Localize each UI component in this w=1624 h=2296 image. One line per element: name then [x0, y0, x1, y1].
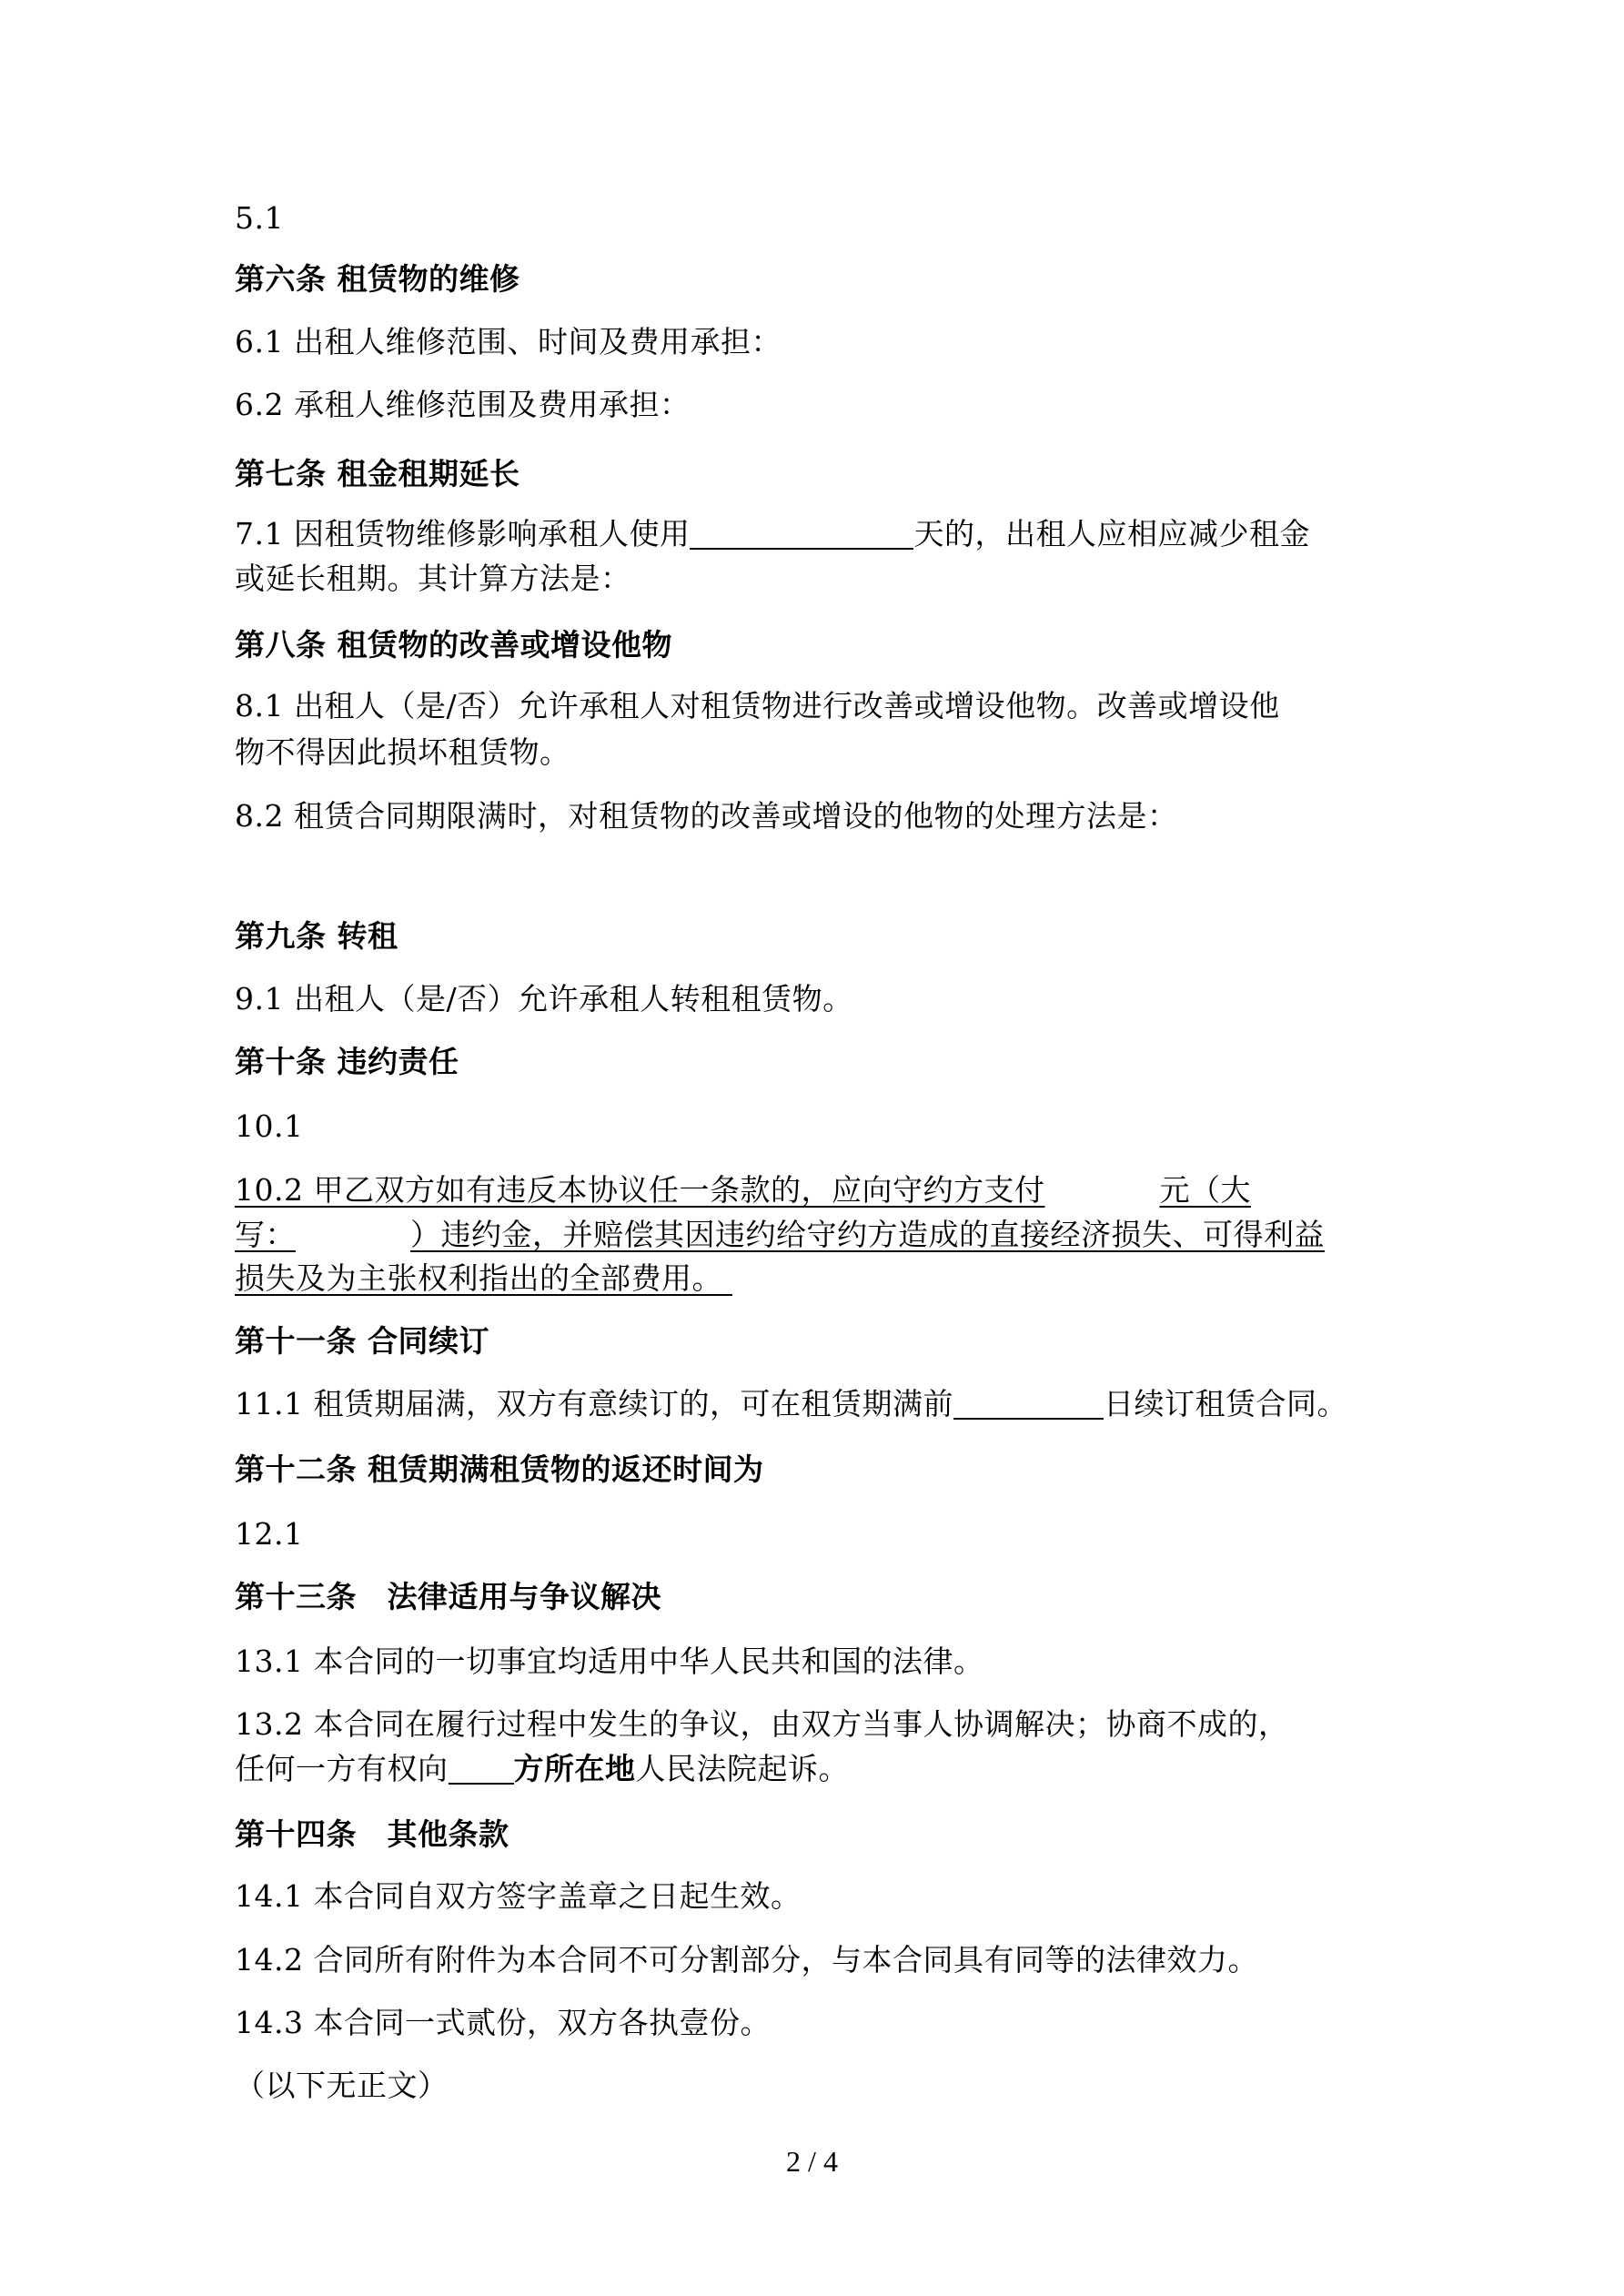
clause-14-1: 14.1 本合同自双方签字盖章之日起生效。 [235, 1878, 802, 1914]
article-10-heading: 第十条 违约责任 [235, 1044, 459, 1079]
end-of-text-note: （以下无正文） [235, 2068, 449, 2103]
clause-12-1: 12.1 [235, 1516, 304, 1552]
clause-6-1: 6.1 出租人维修范围、时间及费用承担： [235, 324, 782, 359]
article-13-heading: 第十三条 法律适用与争议解决 [235, 1579, 661, 1614]
fill-blank-renewal-days [953, 1385, 1104, 1420]
clause-13-1: 13.1 本合同的一切事宜均适用中华人民共和国的法律。 [235, 1644, 984, 1679]
clause-14-2: 14.2 合同所有附件为本合同不可分割部分，与本合同具有同等的法律效力。 [235, 1942, 1258, 1977]
clause-11-1-text-a: 11.1 租赁期届满，双方有意续订的，可在租赁期满前 [235, 1386, 953, 1421]
article-6-heading: 第六条 租赁物的维修 [235, 261, 520, 297]
fill-blank-amount-uppercase [296, 1213, 410, 1257]
clause-10-2-line-2 [235, 1213, 1325, 1257]
clause-13-2-line-1: 13.2 本合同在履行过程中发生的争议，由双方当事人协调解决；协商不成的， [235, 1706, 1289, 1742]
clause-10-2-text-a2: 元（大 [1159, 1172, 1251, 1208]
clause-7-1-text-a: 7.1 因租赁物维修影响承租人使用 [235, 516, 691, 551]
fill-blank-days [690, 515, 913, 550]
clause-7-1-line-2: 或延长租期。其计算方法是： [235, 561, 631, 596]
article-12-heading: 第十二条 租赁期满租赁物的返还时间为 [235, 1451, 764, 1487]
clause-8-1-line-1: 8.1 出租人（是/否）允许承租人对租赁物进行改善或增设他物。改善或增设他 [235, 688, 1280, 723]
clause-10-2-line-1 [235, 1168, 1251, 1212]
clause-10-2-text-b1: 写： [235, 1217, 296, 1252]
clause-9-1: 9.1 出租人（是/否）允许承租人转租租赁物。 [235, 981, 853, 1017]
clause-7-1-line-1 [235, 512, 1310, 556]
fill-blank-amount [1044, 1168, 1159, 1212]
article-9-heading: 第九条 转租 [235, 918, 398, 954]
clause-6-2: 6.2 承租人维修范围及费用承担： [235, 387, 691, 422]
clause-11-1 [235, 1382, 1347, 1426]
clause-10-1: 10.1 [235, 1108, 304, 1144]
clause-13-2-text-b2: 方所在地 [513, 1751, 636, 1786]
article-11-heading: 第十一条 合同续订 [235, 1323, 489, 1359]
clause-13-2-text-b3: 人民法院起诉。 [635, 1751, 849, 1786]
page-number: 2 / 4 [786, 2145, 838, 2178]
clause-5-1: 5.1 [235, 200, 284, 236]
article-14-heading: 第十四条 其他条款 [235, 1816, 509, 1852]
clause-8-2: 8.2 租赁合同期限满时，对租赁物的改善或增设的他物的处理方法是： [235, 798, 1178, 834]
clause-10-2-text-c: 损失及为主张权利指出的全部费用。 [235, 1260, 722, 1296]
clause-8-1-line-2: 物不得因此损坏租赁物。 [235, 734, 570, 770]
clause-7-1-text-b: 天的，出租人应相应减少租金 [913, 516, 1310, 551]
clause-14-3: 14.3 本合同一式贰份，双方各执壹份。 [235, 2005, 771, 2040]
article-7-heading: 第七条 租金租期延长 [235, 456, 520, 491]
clause-13-2-text-b1: 任何一方有权向 [235, 1751, 449, 1786]
clause-10-2-text-a: 10.2 甲乙双方如有违反本协议任一条款的，应向守约方支付 [235, 1172, 1045, 1208]
article-8-heading: 第八条 租赁物的改善或增设他物 [235, 627, 672, 663]
clause-13-2-line-2 [235, 1747, 849, 1791]
fill-blank-party [449, 1750, 514, 1785]
clause-11-1-text-b: 日续订租赁合同。 [1103, 1386, 1347, 1421]
clause-10-2-line-3 [235, 1257, 732, 1300]
clause-10-2-text-b2: ）违约金，并赔偿其因违约给守约方造成的直接经济损失、可得利益 [410, 1217, 1325, 1252]
